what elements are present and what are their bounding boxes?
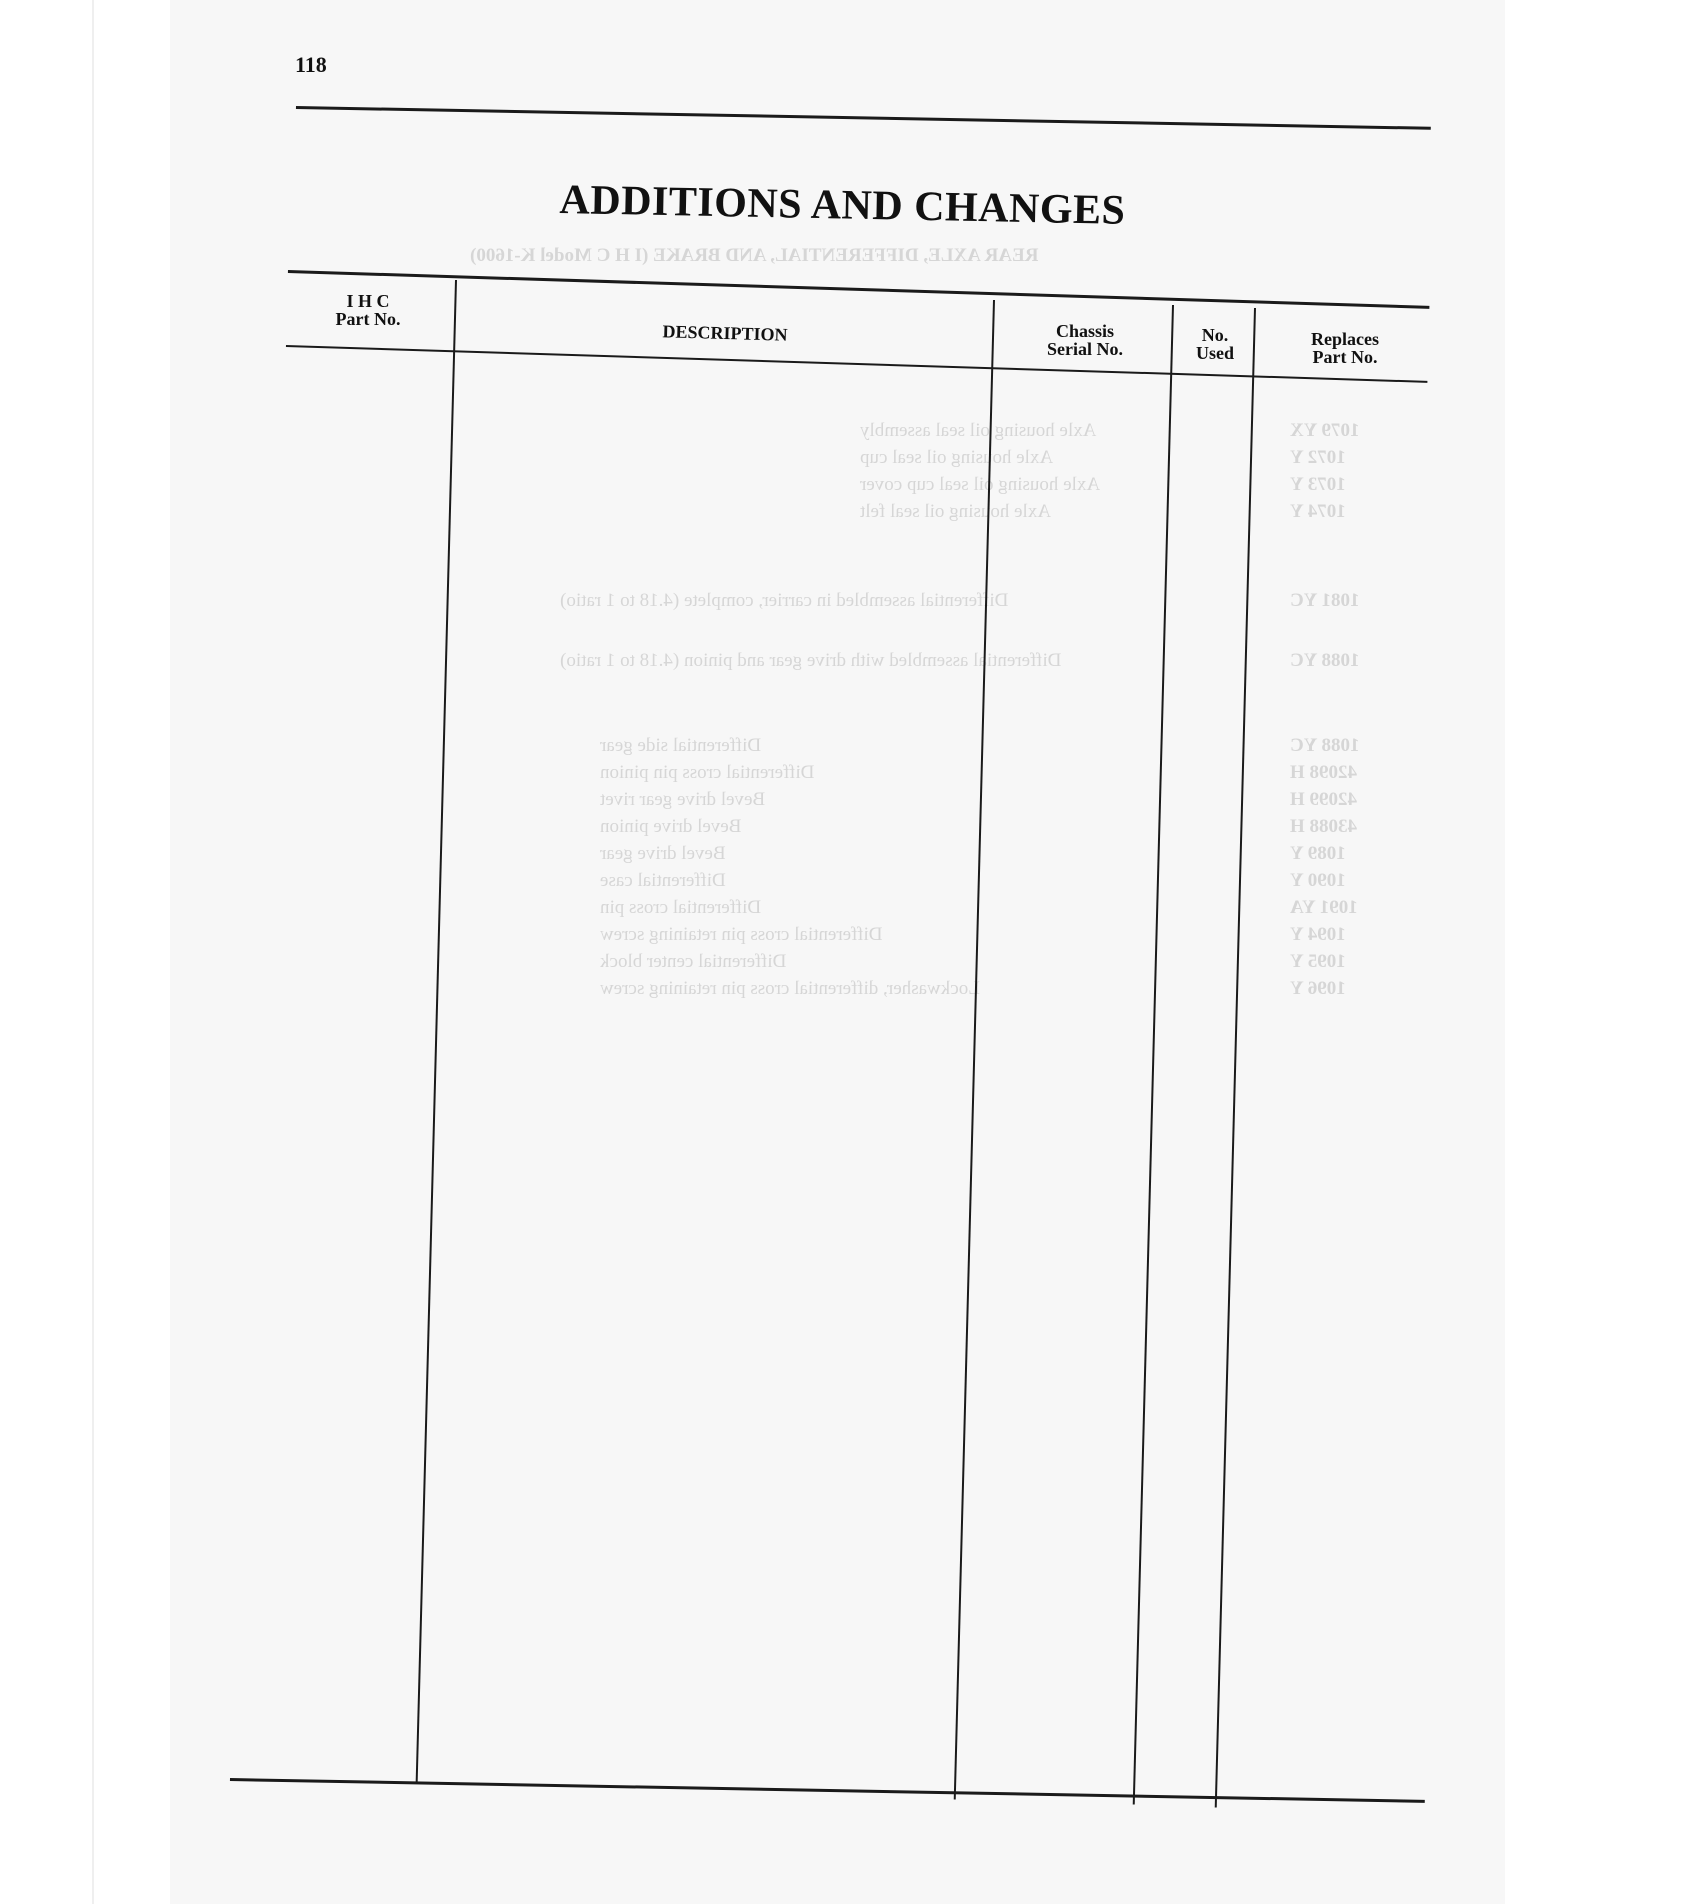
bleedthrough-part: 43088 H [1290, 816, 1358, 837]
header-part-no-line2: Part No. [335, 309, 401, 329]
bleedthrough-row: Differential side gear [600, 735, 762, 756]
header-chassis-line1: Chassis [1055, 321, 1115, 341]
bleedthrough-part: 1088 YC [1290, 735, 1360, 756]
header-description-label: DESCRIPTION [662, 321, 788, 345]
header-chassis [1030, 322, 1140, 358]
header-replaces-line2: Part No. [1312, 347, 1378, 367]
bleedthrough-part: 1091 YA [1290, 897, 1358, 918]
bleedthrough-part: 1089 Y [1290, 843, 1346, 864]
bleedthrough-row: Lockwasher, differential cross pin retaining screw [600, 978, 980, 999]
header-replaces [1290, 330, 1400, 366]
paper-edge [92, 0, 94, 1904]
header-chassis-line2: Serial No. [1047, 339, 1123, 359]
bleedthrough-row: Differential center block [600, 951, 787, 972]
bleedthrough-row: Differential assembled with drive gear and pinion (4.18 to 1 ratio) [560, 650, 1062, 671]
bleedthrough-part: 1090 Y [1290, 870, 1346, 891]
bleedthrough-part: 1079 YX [1290, 420, 1360, 441]
bleedthrough-part: 42099 H [1290, 789, 1358, 810]
bleedthrough-row: Differential cross pin pinion [600, 762, 815, 783]
bleedthrough-row: Differential assembled in carrier, complete (4.18 to 1 ratio) [560, 590, 1009, 611]
page-number: 118 [295, 52, 327, 77]
bleedthrough-row: Differential cross pin retaining screw [600, 924, 883, 945]
bleedthrough-row: Axle housing oil seal cup [860, 447, 1054, 468]
bleedthrough-heading: REAR AXLE, DIFFERENTIAL, AND BRAKE (I H C Model K-1600) [470, 245, 1039, 266]
bleedthrough-row: Bevel drive gear rivet [600, 789, 766, 810]
header-part-no [318, 292, 418, 328]
header-used-line2: Used [1195, 343, 1234, 363]
header-used [1180, 326, 1250, 362]
bleedthrough-row: Bevel drive gear [600, 843, 726, 864]
bleedthrough-part: 42098 H [1290, 762, 1358, 783]
bleedthrough-row: Axle housing oil seal cup cover [860, 474, 1101, 495]
bleedthrough-row: Axle housing oil seal assembly [860, 420, 1097, 441]
bleedthrough-part: 1094 Y [1290, 924, 1346, 945]
bleedthrough-row: Axle housing oil seal felt [860, 501, 1052, 522]
bleedthrough-part: 1074 Y [1290, 501, 1346, 522]
header-replaces-line1: Replaces [1311, 329, 1379, 349]
header-used-line1: No. [1201, 325, 1229, 345]
bleedthrough-row: Bevel drive pinion [600, 816, 742, 837]
page-title: ADDITIONS AND CHANGES [559, 176, 1126, 234]
header-part-no-line1: I H C [346, 291, 390, 311]
bleedthrough-row: Differential case [600, 870, 726, 891]
bleedthrough-part: 1095 Y [1290, 951, 1346, 972]
bleedthrough-part: 1096 Y [1290, 978, 1346, 999]
bleedthrough-part: 1081 YC [1290, 590, 1360, 611]
bleedthrough-row: Differential cross pin [600, 897, 762, 918]
bleedthrough-part: 1073 Y [1290, 474, 1346, 495]
bleedthrough-part: 1088 YC [1290, 650, 1360, 671]
bleedthrough-part: 1072 Y [1290, 447, 1346, 468]
